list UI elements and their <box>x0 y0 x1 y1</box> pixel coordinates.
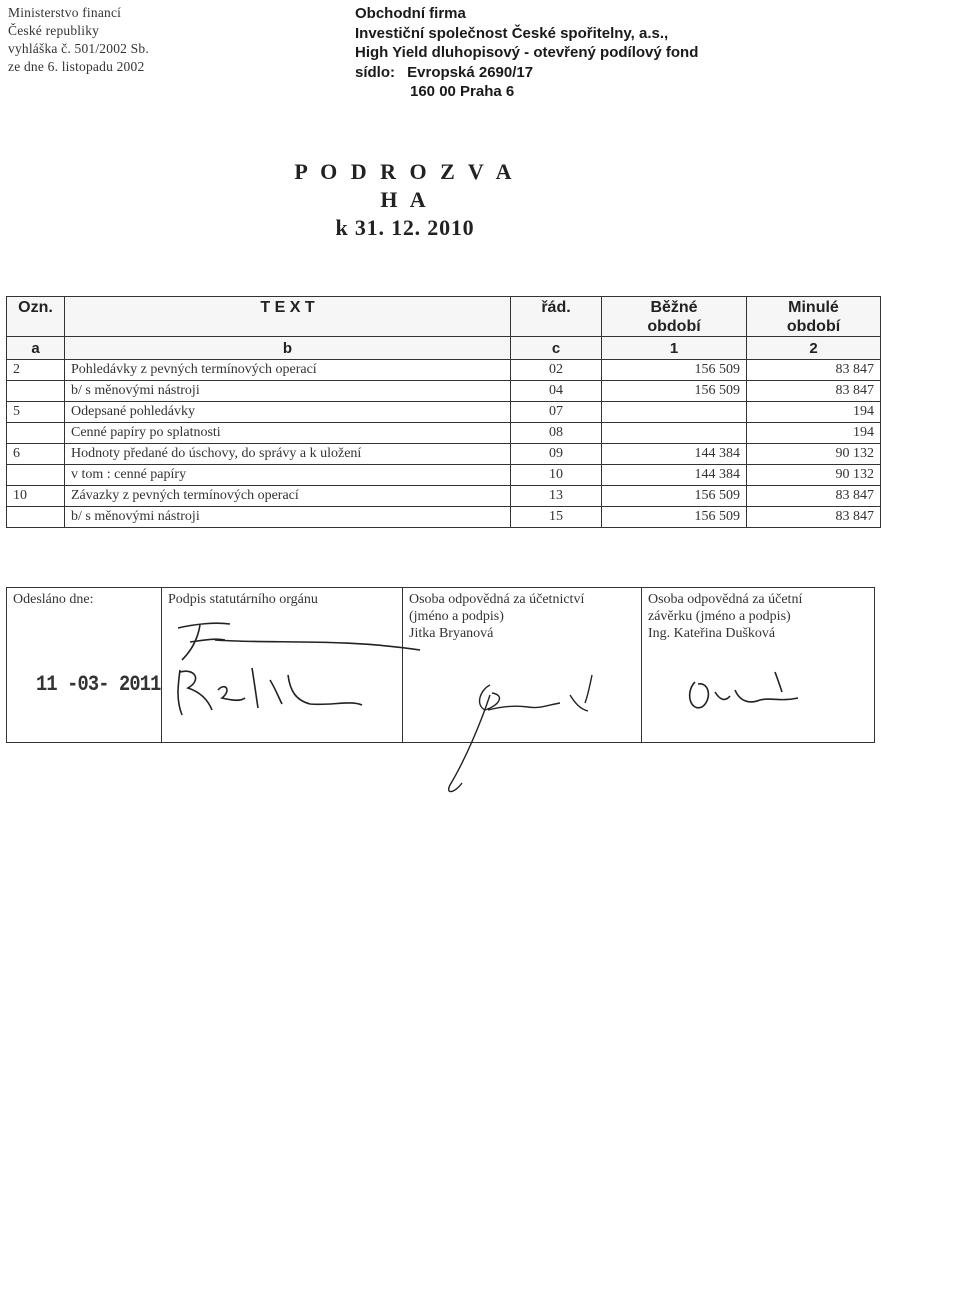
table-subheader-row <box>7 337 881 360</box>
row-rad: 08 <box>511 423 602 444</box>
row-ozn <box>7 381 65 402</box>
table-header-row <box>7 297 881 319</box>
header-bezne-obdobi: období <box>602 318 747 337</box>
row-bezne: 144 384 <box>602 465 747 486</box>
row-ozn: 6 <box>7 444 65 465</box>
ministry-line-2: České republiky <box>8 23 100 38</box>
row-minule: 194 <box>747 402 881 423</box>
header-text: T E X T <box>65 297 511 319</box>
row-rad: 13 <box>511 486 602 507</box>
row-ozn: 5 <box>7 402 65 423</box>
ministry-line-4: ze dne 6. listopadu 2002 <box>8 59 145 74</box>
row-minule: 83 847 <box>747 486 881 507</box>
seat-label: sídlo: <box>355 63 395 81</box>
firm-block <box>355 4 698 102</box>
ministry-line-3: vyhláška č. 501/2002 Sb. <box>8 41 149 56</box>
subheader-c: c <box>511 337 602 360</box>
row-bezne <box>602 402 747 423</box>
row-minule: 83 847 <box>747 381 881 402</box>
table-row <box>7 444 881 465</box>
header-ozn: Ozn. <box>7 297 65 319</box>
closing-name: Ing. Kateřina Dušková <box>648 626 776 641</box>
statutory-cell <box>162 588 403 743</box>
closing-cell <box>642 588 875 743</box>
ministry-block <box>8 4 149 76</box>
table-row <box>7 402 881 423</box>
seat-city: 160 00 Praha 6 <box>410 83 515 100</box>
off-balance-table <box>6 296 881 528</box>
table-row <box>7 381 881 402</box>
row-text: b/ s měnovými nástroji <box>65 507 511 528</box>
row-ozn: 10 <box>7 486 65 507</box>
row-bezne <box>602 423 747 444</box>
row-minule: 194 <box>747 423 881 444</box>
sent-date-stamp: 11 -03- 2011 <box>36 672 161 697</box>
row-text: b/ s měnovými nástroji <box>65 381 511 402</box>
document-title-block <box>290 158 520 242</box>
header-minule: Minulé <box>747 297 881 319</box>
row-rad: 10 <box>511 465 602 486</box>
sent-cell <box>7 588 162 743</box>
table-row <box>7 465 881 486</box>
row-rad: 07 <box>511 402 602 423</box>
ministry-line-1: Ministerstvo financí <box>8 5 122 20</box>
accounting-name: Jitka Bryanová <box>409 626 494 641</box>
row-text: Závazky z pevných termínových operací <box>65 486 511 507</box>
header-rad: řád. <box>511 297 602 319</box>
row-bezne: 156 509 <box>602 486 747 507</box>
row-minule: 90 132 <box>747 444 881 465</box>
document-date: k 31. 12. 2010 <box>335 215 475 240</box>
row-rad: 02 <box>511 360 602 381</box>
subheader-1: 1 <box>602 337 747 360</box>
row-ozn: 2 <box>7 360 65 381</box>
row-bezne: 156 509 <box>602 507 747 528</box>
seat-street: Evropská 2690/17 <box>407 63 534 81</box>
header-minule-obdobi: období <box>747 318 881 337</box>
subheader-a: a <box>7 337 65 360</box>
sent-label: Odesláno dne: <box>13 592 94 607</box>
table-row <box>7 360 881 381</box>
row-bezne: 156 509 <box>602 360 747 381</box>
subheader-2: 2 <box>747 337 881 360</box>
row-text: Odepsané pohledávky <box>65 402 511 423</box>
row-rad: 04 <box>511 381 602 402</box>
subheader-b: b <box>65 337 511 360</box>
row-ozn <box>7 423 65 444</box>
table-row <box>7 486 881 507</box>
seat-line <box>355 63 698 83</box>
document-title: P O D R O Z V A H A <box>294 159 516 212</box>
row-minule: 83 847 <box>747 360 881 381</box>
row-text: Cenné papíry po splatnosti <box>65 423 511 444</box>
row-minule: 90 132 <box>747 465 881 486</box>
row-text: Pohledávky z pevných termínových operací <box>65 360 511 381</box>
accounting-cell <box>403 588 642 743</box>
table-header-row-2 <box>7 318 881 337</box>
row-bezne: 156 509 <box>602 381 747 402</box>
firm-name: Investiční společnost České spořitelny, a.s., <box>355 24 669 42</box>
table-row <box>7 507 881 528</box>
row-ozn <box>7 465 65 486</box>
closing-label-2: závěrku (jméno a podpis) <box>648 609 791 624</box>
row-rad: 15 <box>511 507 602 528</box>
statutory-label: Podpis statutárního orgánu <box>168 592 318 607</box>
signature-table <box>6 587 875 743</box>
fund-name: High Yield dluhopisový - otevřený podílový fond <box>355 44 699 61</box>
firm-label: Obchodní firma <box>355 5 466 22</box>
row-bezne: 144 384 <box>602 444 747 465</box>
row-ozn <box>7 507 65 528</box>
row-text: Hodnoty předané do úschovy, do správy a k uložení <box>65 444 511 465</box>
accounting-label-1: Osoba odpovědná za účetnictví <box>409 592 585 607</box>
closing-label-1: Osoba odpovědná za účetní <box>648 592 803 607</box>
row-rad: 09 <box>511 444 602 465</box>
header-bezne: Běžné <box>602 297 747 319</box>
row-minule: 83 847 <box>747 507 881 528</box>
table-row <box>7 423 881 444</box>
row-text: v tom : cenné papíry <box>65 465 511 486</box>
accounting-label-2: (jméno a podpis) <box>409 609 504 624</box>
